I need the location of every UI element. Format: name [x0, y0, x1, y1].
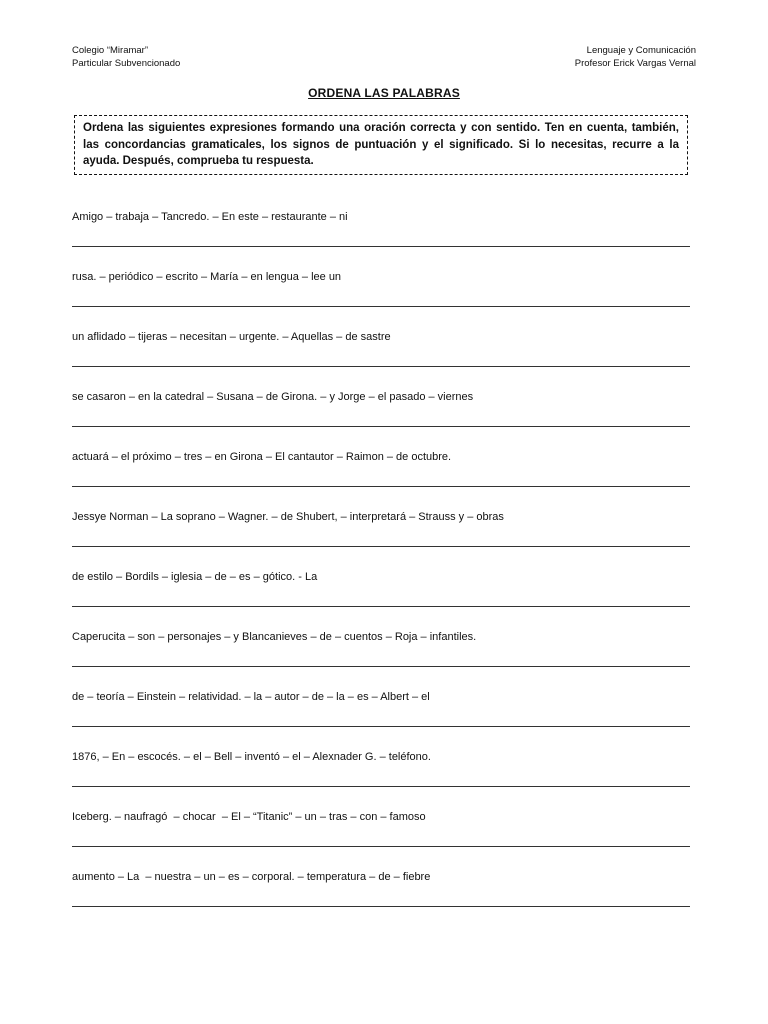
course-header — [575, 45, 696, 70]
scrambled-words: aumento – La – nuestra – un – es – corporal. – temperatura – de – fiebre — [72, 871, 431, 883]
answer-line[interactable] — [72, 486, 690, 487]
answer-line[interactable] — [72, 786, 690, 787]
scrambled-words: 1876, – En – escocés. – el – Bell – inventó – el – Alexnader G. – teléfono. — [72, 751, 431, 763]
answer-line[interactable] — [72, 846, 690, 847]
exercise-item — [72, 390, 692, 404]
answer-line[interactable] — [72, 546, 690, 547]
answer-line[interactable] — [72, 366, 690, 367]
answer-line[interactable] — [72, 246, 690, 247]
scrambled-words: Amigo – trabaja – Tancredo. – En este – restaurante – ni — [72, 211, 348, 223]
scrambled-words: de – teoría – Einstein – relatividad. – la – autor – de – la – es – Albert – el — [72, 691, 430, 703]
answer-line[interactable] — [72, 666, 690, 667]
scrambled-words: se casaron – en la catedral – Susana – de Girona. – y Jorge – el pasado – viernes — [72, 391, 474, 403]
answer-line[interactable] — [72, 906, 690, 907]
exercise-item — [72, 870, 692, 884]
school-type: Particular Subvencionado — [72, 57, 181, 69]
scrambled-words: rusa. – periódico – escrito – María – en lengua – lee un — [72, 271, 342, 283]
school-header — [72, 45, 180, 70]
exercise-item — [72, 210, 692, 224]
exercise-item — [72, 810, 692, 824]
answer-line[interactable] — [72, 606, 690, 607]
scrambled-words: de estilo – Bordils – iglesia – de – es – gótico. - La — [72, 571, 318, 583]
exercise-item — [72, 330, 692, 344]
exercise-item — [72, 270, 692, 284]
answer-line[interactable] — [72, 726, 690, 727]
exercise-item — [72, 570, 692, 584]
school-name: Colegio “Miramar” — [72, 45, 149, 56]
scrambled-words: Jessye Norman – La soprano – Wagner. – de Shubert, – interpretará – Strauss y – obras — [72, 511, 504, 523]
scrambled-words: actuará – el próximo – tres – en Girona – El cantautor – Raimon – de octubre. — [72, 451, 452, 463]
subject-name: Lenguaje y Comunicación — [586, 45, 696, 56]
exercise-item — [72, 690, 692, 704]
instructions-box: Ordena las siguientes expresiones formando una oración correcta y con sentido. Ten en cuenta, también, las concordancias gramaticales, los signos de puntuación y el significado. Si lo necesitas, recurre a la ayuda. Después, comprueba tu respuesta. — [74, 115, 688, 175]
page-title: ORDENA LAS PALABRAS — [308, 86, 460, 100]
exercise-item — [72, 450, 692, 464]
teacher-name: Profesor Erick Vargas Vernal — [574, 57, 696, 69]
answer-line[interactable] — [72, 426, 690, 427]
scrambled-words: Iceberg. – naufragó – chocar – El – “Titanic” – un – tras – con – famoso — [72, 811, 426, 823]
exercise-item — [72, 510, 692, 524]
scrambled-words: Caperucita – son – personajes – y Blancanieves – de – cuentos – Roja – infantiles. — [72, 631, 477, 643]
scrambled-words: un aflidado – tijeras – necesitan – urgente. – Aquellas – de sastre — [72, 331, 391, 343]
exercise-item — [72, 750, 692, 764]
exercise-item — [72, 630, 692, 644]
answer-line[interactable] — [72, 306, 690, 307]
